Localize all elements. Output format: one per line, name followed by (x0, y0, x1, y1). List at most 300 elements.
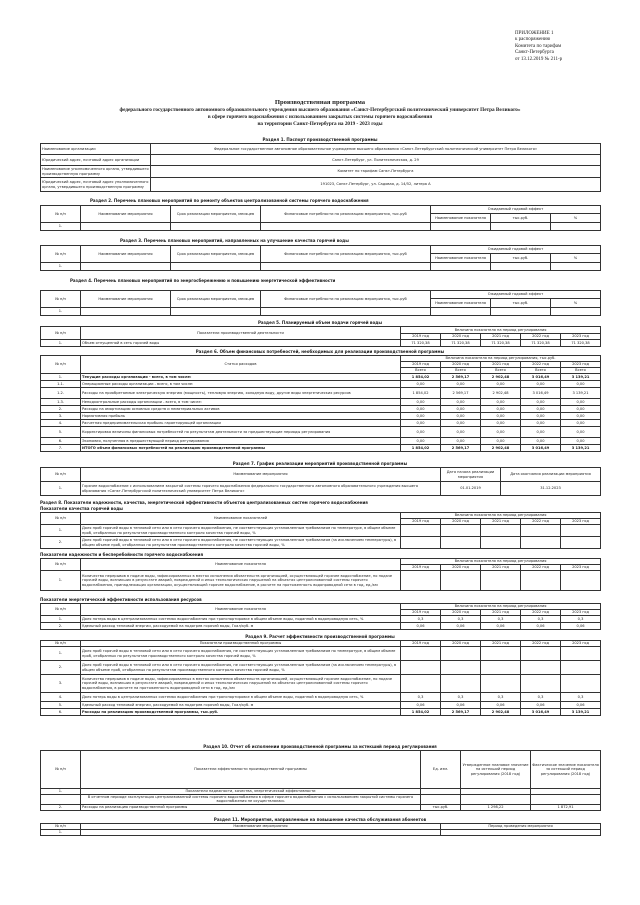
row-value: 2 902,48 (481, 374, 521, 381)
section-5-caption: Раздел 5. Планируемый объем подачи горячей воды (257, 320, 383, 325)
row-value: 0,00 (521, 381, 561, 388)
table-row (41, 438, 601, 445)
table-row (41, 647, 601, 661)
header-year: 2022 год (521, 641, 561, 647)
header-name: Статья расходов (81, 356, 401, 374)
attachment-line: от 13.12.2019 № 211-р (515, 56, 563, 62)
row-num: 1.3. (41, 399, 81, 406)
section-10-caption: Раздел 10. Отчет об исполнении производственной программы за истекший период регулирования (203, 744, 437, 749)
header-num: № п/п (41, 641, 81, 647)
table-row (41, 675, 601, 693)
row-value: 0,00 (441, 427, 481, 438)
row-name: Горячее водоснабжение с использованием закрытой системы горячего водоснабжения федерального государственного автономного образовательного учреждения высшего образования «Санкт-Петербургский политехнический университет Петра Великого» (81, 482, 441, 496)
row-value: 1 854,02 (401, 388, 441, 399)
section-6-body (41, 374, 601, 452)
header-planned: Утвержденное плановое значение на истекший период регулирования (2018 год) (461, 751, 531, 789)
row-value (441, 661, 481, 675)
row-num: 7. (41, 445, 81, 452)
label-cell: Наименование организации (41, 144, 151, 155)
row-num: 1. (41, 340, 81, 347)
row-value: 2 569,17 (441, 388, 481, 399)
header-name: Показатели эффективности производственной программы (81, 751, 421, 789)
row-name: Расходы на амортизацию основных средств и нематериальных активов (81, 406, 401, 413)
header-effect-name: Наименование показателя (431, 214, 491, 223)
row-name: Операционные расходы организации - всего, в том числе: (81, 381, 401, 388)
header-year: 2021 год (481, 519, 521, 525)
row-value: 0,00 (561, 420, 601, 427)
header-effect-abs: тыс.руб. (491, 254, 551, 263)
row-value: 0,00 (561, 406, 601, 413)
row-num: 3. (41, 675, 81, 693)
row-value: 0,06 (441, 702, 481, 709)
value-cell: Федеральное государственное автономное образовательное учреждение высшего образования «Санкт-Петербургский политехнический университет Петра Великого» (151, 144, 601, 155)
row-value: 0,3 (401, 693, 441, 702)
row-value: 0,06 (481, 702, 521, 709)
attachment-line: ПРИЛОЖЕНИЕ 1 (515, 31, 554, 36)
table-row (41, 616, 601, 623)
table-row (41, 381, 601, 388)
row-name: Доля потерь воды в централизованных системах водоснабжения при транспортировке в общем объеме воды, поданной в водопроводную сеть, % (81, 616, 401, 623)
table-row (41, 308, 601, 316)
table-header-row (41, 246, 601, 254)
row-num: 1. (41, 482, 81, 496)
row-value: 2 569,17 (441, 445, 481, 452)
row-value: 0,00 (481, 399, 521, 406)
table-row (41, 340, 601, 347)
row-name: Доля проб горячей воды в тепловой сети или в сети горячего водоснабжения, не соответствующих установленным требованиям (за исключением температуры), в общем объеме проб, отобранных по результатам производственного контроля качества горячей воды, % (81, 537, 401, 549)
attachment-line: Комитета по тарифам (515, 43, 562, 49)
row-value: 0,3 (441, 693, 481, 702)
header-num: № п/п (41, 824, 81, 830)
title-heading: Производственная программа (274, 99, 366, 106)
table-row (41, 144, 601, 155)
label-cell: Наименование уполномоченного органа, утвердившего производственную программу (42, 167, 149, 176)
header-year: 2020 год (441, 519, 481, 525)
table-header-row (41, 206, 601, 214)
header-name: Наименование показателя (81, 604, 401, 616)
row-value: 0,00 (481, 420, 521, 427)
row-value (401, 647, 441, 661)
table-row (41, 399, 601, 406)
row-value: 0,06 (481, 623, 521, 630)
section-2-caption: Раздел 2. Перечень плановых мероприятий по ремонту объектов централизованной системы горячего водоснабжения (90, 198, 369, 203)
row-value: 0,00 (441, 399, 481, 406)
section-3-table (40, 245, 601, 271)
header-sub: Всего (401, 368, 441, 374)
row-name: Расходы на приобретаемые электрическую энергию (мощность), тепловую энергию, холодную воду, другие виды энергетических ресурсов (81, 388, 401, 399)
header-year: 2020 год (441, 610, 481, 616)
header-finance: Финансовые потребности на реализацию мероприятия, тыс.руб (261, 246, 431, 263)
row-value: 71 320,38 (521, 340, 561, 347)
row-value: 3 016,49 (521, 709, 561, 716)
row-value: 71 320,38 (441, 340, 481, 347)
header-year: 2021 год (481, 362, 521, 368)
row-value: 0,00 (441, 406, 481, 413)
row-value: 3 139,21 (561, 709, 601, 716)
row-num: 5. (41, 427, 81, 438)
header-dates: Срок реализации мероприятия, месяцев (171, 246, 261, 263)
row-num: 1. (41, 647, 81, 661)
table-row (41, 537, 601, 549)
table-row (41, 263, 601, 271)
header-finance: Финансовые потребности на реализацию мероприятия, тыс.руб (261, 291, 431, 308)
row-num: 4. (41, 420, 81, 427)
row-name: Расчетная предпринимательская прибыль гарантирующей организации (81, 420, 401, 427)
header-sub: Всего (441, 368, 481, 374)
row-num: 1. (41, 789, 81, 795)
row-name: Расходы на реализацию производственной программы, тыс.руб. (81, 709, 401, 716)
header-num: № п/п (41, 513, 81, 525)
row-name: Доля проб горячей воды в тепловой сети или в сети горячего водоснабжения, не соответствующих установленным требованиям по температуре, в общем объеме проб, отобранных по результатам производственного контроля качества горячей воды, % (81, 525, 401, 537)
header-num: № п/п (41, 751, 81, 789)
header-effect: Ожидаемый годовой эффект (431, 206, 601, 214)
row-value: 0,00 (401, 438, 441, 445)
value-cell: Комитет по тарифам Санкт-Петербурга (151, 166, 601, 178)
section-1-caption: Раздел 1. Паспорт производственной программы (262, 137, 378, 142)
row-value: 0,3 (401, 616, 441, 623)
row-value: 0,00 (401, 381, 441, 388)
header-name: Наименование мероприятия (81, 246, 171, 263)
row-value: 0,00 (561, 399, 601, 406)
row-value: 0,00 (401, 427, 441, 438)
row-value (521, 675, 561, 693)
row-start: 01.01.2019 (441, 482, 501, 496)
header-period: Величина показателя на период регулирования (401, 559, 601, 565)
table-row (41, 374, 601, 381)
row-value: 0,00 (481, 427, 521, 438)
row-end: 31.12.2023 (501, 482, 601, 496)
row-value: 0,00 (521, 399, 561, 406)
section-6-caption: Раздел 6. Объем финансовых потребностей, необходимых для реализации производственной программы (195, 349, 445, 354)
row-planned: 1 298,22 (461, 804, 531, 810)
row-value: 3 139,21 (561, 388, 601, 399)
header-name: Наименование мероприятия (81, 291, 171, 308)
value-cell: 191023, Санкт-Петербург, ул. Садовая, д. 14/52, литера А (151, 178, 601, 192)
row-value: 0,00 (401, 420, 441, 427)
section-4-caption: Раздел 4. Перечень плановых мероприятий по энергосбережению и повышению энергетической эффективности (70, 278, 336, 283)
row-value: 0,00 (521, 427, 561, 438)
row-value: 0,00 (521, 413, 561, 420)
row-name: Текущие расходы организации - всего, в том числе: (81, 374, 401, 381)
row-value: 2 902,48 (481, 445, 521, 452)
row-name: Доля проб горячей воды в тепловой сети или в сети горячего водоснабжения, не соответствующих установленным требованиям (за исключением температуры), в общем объеме проб, отобранных по результатам производственного контроля качества горячей воды, % (81, 661, 401, 675)
header-year: 2022 год (521, 565, 561, 571)
table-row (41, 388, 601, 399)
header-period: Величина показателя на период регулирования (401, 327, 601, 334)
row-name: Удельный расход тепловой энергии, расходуемой на подогрев горячей воды, Гкал/куб. м (81, 623, 401, 630)
row-value: 0,00 (561, 427, 601, 438)
row-value (481, 661, 521, 675)
label-cell: Юридический адрес, почтовый адрес организации (41, 155, 151, 166)
row-value (401, 661, 441, 675)
table-row (41, 413, 601, 420)
section-11-caption: Раздел 11. Мероприятия, направленные на повышение качества обслуживания абонентов (213, 817, 427, 822)
header-num: № п/п (41, 291, 81, 308)
section-7-caption: Раздел 7. График реализации мероприятий производственной программы (232, 461, 408, 466)
header-year: 2022 год (521, 610, 561, 616)
header-num: № п/п (41, 206, 81, 223)
row-value: 0,06 (521, 702, 561, 709)
row-num: 1. (41, 223, 81, 231)
section-11-table (40, 823, 601, 836)
header-num: № п/п (41, 468, 81, 482)
header-effect-pct: % (551, 254, 601, 263)
row-value: 0,00 (561, 438, 601, 445)
section-5-table (40, 326, 601, 347)
row-value: 0,06 (561, 623, 601, 630)
header-year: 2019 год (401, 362, 441, 368)
row-value: 3 139,21 (561, 374, 601, 381)
row-value: 3 016,49 (521, 445, 561, 452)
table-row (41, 804, 601, 810)
row-value: 0,3 (441, 616, 481, 623)
attachment-stamp (515, 31, 633, 63)
table-row (41, 223, 601, 231)
row-value: 71 320,38 (401, 340, 441, 347)
label-cell: Юридический адрес, почтовый адрес уполномоченного органа, утвердившего производственную программу (41, 178, 151, 192)
table-row (41, 623, 601, 630)
row-value (521, 661, 561, 675)
section-2-table (40, 205, 601, 231)
row-value (561, 675, 601, 693)
header-effect-name: Наименование показателя (431, 299, 491, 308)
section-9-caption: Раздел 9. Расчет эффективности производственной программы (245, 634, 395, 639)
row-num: 1. (41, 616, 81, 623)
row-num: 1.1. (41, 381, 81, 388)
header-effect: Ожидаемый годовой эффект (431, 246, 601, 254)
attachment-line: к распоряжению (515, 37, 551, 43)
attachment-line: Санкт-Петербурга (515, 50, 554, 56)
header-year: 2019 год (401, 334, 441, 340)
row-num: 1. (41, 374, 81, 381)
table-row (41, 661, 601, 675)
row-name: ИТОГО объем финансовых потребностей на реализацию производственной программы (81, 445, 401, 452)
section-8b-table (40, 558, 601, 591)
section-8b-caption: Показатели надежности и бесперебойности горячего водоснабжения (40, 552, 204, 557)
row-name: Количество перерывов в подаче воды, зафиксированных в местах исполнения обязательств организацией, осуществляющей горячее водоснабжение, по подаче горячей воды, возникших в результате аварий, повреждений и иных технологических нарушений на объектах централизованной системы горячего водоснабжения, принадлежащих организации, осуществляющей горячее водоснабжение, в расчете на протяженность водопроводной сети в год, ед./км (81, 571, 401, 591)
table-row (41, 571, 601, 591)
row-value: 0,06 (561, 702, 601, 709)
row-num: 1.2. (41, 388, 81, 399)
row-name: Корректировка величины финансовых потребностей по результатам деятельности за предшествующие периоды регулирования (81, 427, 401, 438)
header-year: 2023 год (561, 519, 601, 525)
header-num: № п/п (41, 356, 81, 374)
header-end: Дата окончания реализации мероприятия (501, 468, 601, 482)
table-row (41, 830, 601, 836)
table-row (41, 155, 601, 166)
row-value: 0,00 (401, 406, 441, 413)
row-value: 0,3 (561, 693, 601, 702)
table-row (41, 166, 601, 178)
row-value: 71 320,38 (481, 340, 521, 347)
row-value (441, 675, 481, 693)
header-unit: Ед. изм. (421, 751, 461, 789)
header-year: 2021 год (481, 334, 521, 340)
table-row (41, 420, 601, 427)
header-effect-abs: тыс.руб. (491, 299, 551, 308)
section-9-table (40, 640, 601, 716)
row-num: 2. (41, 406, 81, 413)
row-value (481, 675, 521, 693)
header-num: № п/п (41, 604, 81, 616)
header-num: № п/п (41, 246, 81, 263)
header-num: № п/п (41, 559, 81, 571)
row-value: 0,3 (521, 616, 561, 623)
table-row (41, 702, 601, 709)
row-value: 0,3 (481, 616, 521, 623)
table-header-row (41, 559, 601, 565)
table-row (41, 445, 601, 452)
header-year: 2021 год (481, 565, 521, 571)
header-sub: Всего (561, 368, 601, 374)
table-header-row (41, 356, 601, 362)
table-row (41, 693, 601, 702)
header-name: Наименование показателей (81, 513, 401, 525)
header-period: Величина показателя на период регулирования (401, 604, 601, 610)
row-name: Показатели надежности, качества, энергетической эффективности (81, 789, 421, 795)
row-value: 0,00 (401, 413, 441, 420)
row-value: 2 569,17 (441, 374, 481, 381)
header-sub: Всего (521, 368, 561, 374)
header-effect-pct: % (551, 214, 601, 223)
value-cell: Санкт-Петербург, ул. Политехническая, д. 29 (151, 155, 601, 166)
row-name: Объем отпущенной в сеть горячей воды (81, 340, 401, 347)
table-header-row (41, 513, 601, 519)
header-year: 2019 год (401, 519, 441, 525)
section-8-caption: Раздел 8. Показатели надежности, качества, энергетической эффективности объектов централизованных систем горячего водоснабжения (40, 500, 368, 505)
header-year: 2022 год (521, 334, 561, 340)
table-header-row (41, 751, 601, 789)
table-row (41, 709, 601, 716)
table-header-row (41, 604, 601, 610)
row-value: 2 902,48 (481, 709, 521, 716)
header-name: Наименование мероприятия (81, 206, 171, 223)
header-period: Период проведения мероприятия (441, 824, 601, 830)
row-num: 1. (41, 571, 81, 591)
row-num: 6. (41, 438, 81, 445)
header-year: 2023 год (561, 565, 601, 571)
section-10-table (40, 750, 601, 811)
row-value: 0,06 (401, 623, 441, 630)
header-year: 2019 год (401, 565, 441, 571)
row-num: 2. (41, 661, 81, 675)
table-header-row (41, 468, 601, 482)
header-year: 2023 год (561, 362, 601, 368)
row-value: 2 902,48 (481, 388, 521, 399)
row-value: 0,00 (441, 413, 481, 420)
row-num: 5. (41, 702, 81, 709)
header-year: 2020 год (441, 334, 481, 340)
row-num: 4. (41, 693, 81, 702)
row-name: Количество перерывов в подаче воды, зафиксированных в местах исполнения обязательств организацией, осуществляющей горячее водоснабжение, по подаче горячей воды, возникших в результате аварий, повреждений и иных технологических нарушений на объектах централизованной системы горячего водоснабжения, в расчете на протяженность водопроводной сети в год, ед./км (81, 675, 401, 693)
row-value: 0,06 (401, 702, 441, 709)
row-value (401, 675, 441, 693)
row-num: 1. (41, 525, 81, 537)
row-value: 71 320,38 (561, 340, 601, 347)
row-name: Доля проб горячей воды в тепловой сети или в сети горячего водоснабжения, не соответствующих установленным требованиям по температуре, в общем объеме проб, отобранных по результатам производственного контроля качества горячей воды, % (81, 647, 401, 661)
row-value (521, 647, 561, 661)
header-year: 2023 год (561, 610, 601, 616)
row-value: 0,00 (521, 438, 561, 445)
header-year: 2021 год (481, 610, 521, 616)
row-value: 0,3 (521, 693, 561, 702)
title-line-3: на территории Санкт-Петербурга на 2019 - 2023 годы (257, 121, 383, 127)
row-value: 0,00 (481, 413, 521, 420)
header-year: 2023 год (561, 641, 601, 647)
header-actual: Фактическое значение показателя за истекший период регулирования (2018 год) (531, 751, 601, 789)
header-year: 2020 год (441, 362, 481, 368)
header-effect-abs: тыс.руб. (491, 214, 551, 223)
row-num: 6. (41, 709, 81, 716)
header-period: Величина показателя на период регулирования (401, 513, 601, 519)
row-num: 1. (41, 308, 81, 316)
row-name: Доля потерь воды в централизованных системах водоснабжения при транспортировке в общем объеме воды, поданной в водопроводную сеть, % (81, 693, 401, 702)
title-line-1: федерального государственного автономного образовательного учреждения высшего образования «Санкт-Петербургский политехнический университет Петра Великого» (119, 107, 521, 113)
row-value (561, 661, 601, 675)
header-effect: Ожидаемый годовой эффект (431, 291, 601, 299)
row-value: 0,3 (481, 693, 521, 702)
header-year: 2020 год (441, 565, 481, 571)
section-8c-table (40, 603, 601, 630)
table-row (41, 427, 601, 438)
row-name: Экономия, полученная в предшествующий период регулирования (81, 438, 401, 445)
row-value: 3 139,21 (561, 445, 601, 452)
section-6-table (40, 355, 601, 452)
row-num (41, 795, 81, 805)
row-value: 3 016,49 (521, 374, 561, 381)
row-value: 1 854,02 (401, 374, 441, 381)
title-line-2: в сфере горячего водоснабжения с использованием закрытых системы горячего водоснабжения (207, 114, 433, 120)
row-name: Удельный расход тепловой энергии, расходуемой на подогрев горячей воды, Гкал/куб. м (81, 702, 401, 709)
header-name: Наименование мероприятия (81, 824, 441, 830)
row-value: 0,00 (561, 381, 601, 388)
header-year: 2019 год (401, 641, 441, 647)
header-sub: Всего (481, 368, 521, 374)
document-title (40, 98, 600, 128)
row-value: 0,00 (441, 381, 481, 388)
row-actual: 1 872,91 (531, 804, 601, 810)
row-value: 3 016,49 (521, 388, 561, 399)
row-num: 2. (41, 537, 81, 549)
row-value: 0,00 (481, 406, 521, 413)
table-row (41, 406, 601, 413)
header-year: 2021 год (481, 641, 521, 647)
row-value: 0,00 (521, 420, 561, 427)
row-value: 0,00 (481, 438, 521, 445)
row-value: 2 569,17 (441, 709, 481, 716)
row-value: 0,00 (481, 381, 521, 388)
row-name: Расходы на реализацию производственной программы (81, 804, 421, 810)
section-3-caption: Раздел 3. Перечень плановых мероприятий, направленных на улучшение качества горячей воды (120, 238, 349, 243)
header-dates: Срок реализации мероприятия, месяцев (171, 291, 261, 308)
row-value: 0,00 (521, 406, 561, 413)
table-header-row (41, 327, 601, 334)
header-effect-pct: % (551, 299, 601, 308)
header-name: Наименование мероприятия (81, 468, 441, 482)
section-8-subcaption: Показатели качества горячей воды (40, 506, 123, 511)
section-8-table (40, 512, 601, 549)
row-num: 1. (41, 263, 81, 271)
row-value: 0,00 (401, 399, 441, 406)
header-name: Показатели производственной программы (81, 641, 401, 647)
header-effect-name: Наименование показателя (431, 254, 491, 263)
table-row (41, 482, 601, 496)
header-dates: Срок реализации мероприятия, месяцев (171, 206, 261, 223)
header-year: 2022 год (521, 362, 561, 368)
section-7-table (40, 467, 601, 496)
row-value: 1 854,02 (401, 709, 441, 716)
header-year: 2019 год (401, 610, 441, 616)
